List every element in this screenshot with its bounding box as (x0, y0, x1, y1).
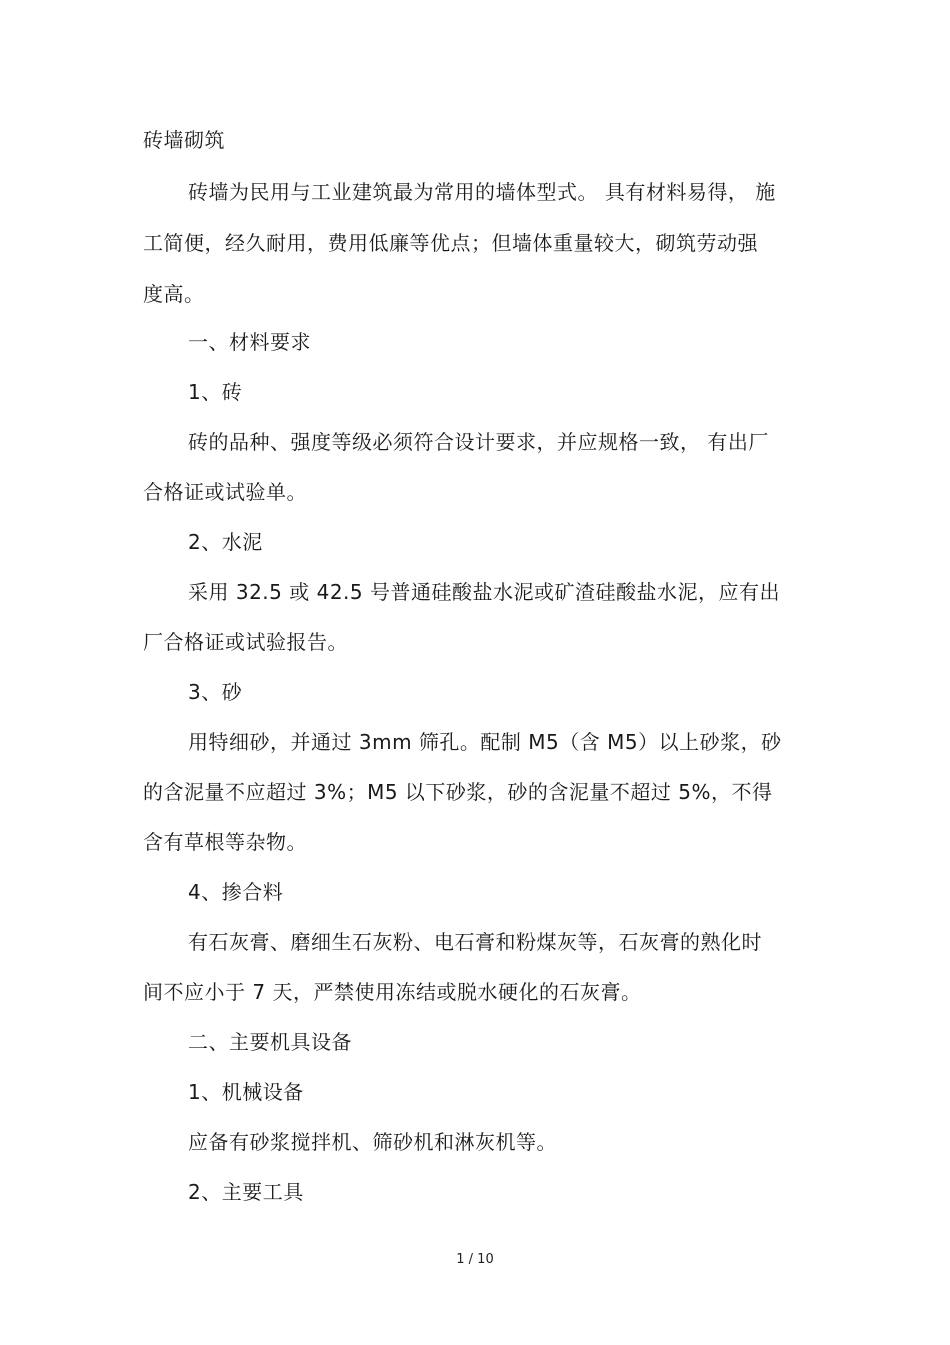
paragraph-line: 度高。 (143, 282, 205, 306)
paragraph-line: 应备有砂浆搅拌机、筛砂机和淋灰机等。 (188, 1130, 557, 1154)
paragraph-line: 厂合格证或试验报告。 (143, 630, 348, 654)
subsection-heading: 2、主要工具 (188, 1180, 304, 1204)
page-number: 1 / 10 (456, 1252, 494, 1267)
paragraph-line: 有石灰膏、磨细生石灰粉、电石膏和粉煤灰等，石灰膏的熟化时 (188, 930, 762, 954)
paragraph-line: 合格证或试验单。 (143, 480, 307, 504)
section-heading: 二、主要机具设备 (188, 1030, 352, 1054)
subsection-heading: 1、砖 (188, 380, 243, 404)
paragraph-line: 间不应小于 7 天，严禁使用冻结或脱水硬化的石灰膏。 (143, 980, 642, 1004)
paragraph-line: 工简便，经久耐用，费用低廉等优点；但墙体重量较大，砌筑劳动强 (143, 231, 758, 255)
subsection-heading: 4、掺合料 (188, 880, 284, 904)
paragraph-line: 采用 32.5 或 42.5 号普通硅酸盐水泥或矿渣硅酸盐水泥，应有出 (188, 580, 780, 604)
paragraph-line: 含有草根等杂物。 (143, 830, 307, 854)
paragraph-line: 砖墙为民用与工业建筑最为常用的墙体型式。 具有材料易得， 施 (188, 180, 776, 204)
subsection-heading: 1、机械设备 (188, 1080, 304, 1104)
subsection-heading: 2、水泥 (188, 530, 263, 554)
paragraph-line: 的含泥量不应超过 3%；M5 以下砂浆，砂的含泥量不超过 5%，不得 (143, 780, 773, 804)
section-heading: 一、材料要求 (188, 330, 311, 354)
paragraph-line: 砖的品种、强度等级必须符合设计要求，并应规格一致， 有出厂 (188, 430, 769, 454)
document-title: 砖墙砌筑 (143, 128, 225, 152)
paragraph-line: 用特细砂，并通过 3mm 筛孔。配制 M5（含 M5）以上砂浆，砂 (188, 730, 782, 754)
subsection-heading: 3、砂 (188, 680, 243, 704)
